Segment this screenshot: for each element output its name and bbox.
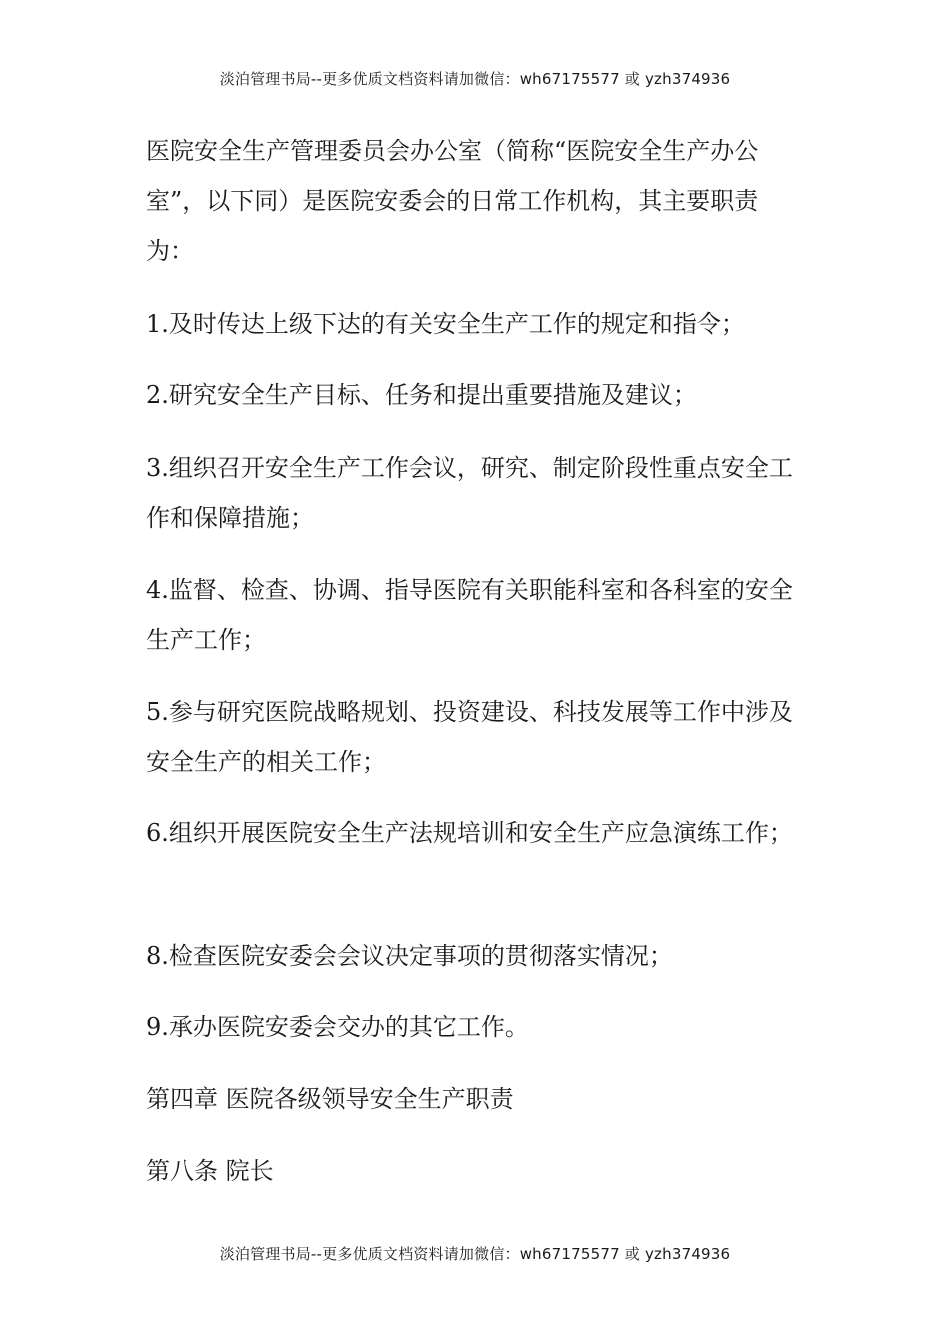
article-heading: 第八条 院长 bbox=[146, 1157, 274, 1185]
paragraph-item-9: 9.承办医院安委会交办的其它工作。 bbox=[146, 1013, 529, 1041]
paragraph-item-5: 5.参与研究医院战略规划、投资建设、科技发展等工作中涉及安全生产的相关工作； bbox=[146, 698, 793, 776]
paragraph-office-intro: 医院安全生产管理委员会办公室（简称“医院安全生产办公室”，以下同）是医院安委会的日常工作机构，其主要职责为： bbox=[146, 137, 759, 265]
paragraph-item-8: 8.检查医院安委会会议决定事项的贯彻落实情况； bbox=[146, 942, 673, 970]
paragraph-item-6: 6.组织开展医院安全生产法规培训和安全生产应急演练工作； bbox=[146, 819, 793, 847]
paragraph-item-1: 1.及时传达上级下达的有关安全生产工作的规定和指令； bbox=[146, 310, 745, 338]
paragraph-item-2: 2.研究安全生产目标、任务和提出重要措施及建议； bbox=[146, 381, 697, 409]
chapter-heading: 第四章 医院各级领导安全生产职责 bbox=[146, 1085, 514, 1113]
paragraph-item-4: 4.监督、检查、协调、指导医院有关职能科室和各科室的安全生产工作； bbox=[146, 576, 793, 654]
page-footer: 淡泊管理书局--更多优质文档资料请加微信：wh67175577 或 yzh374936 bbox=[219, 1245, 731, 1263]
paragraph-item-3: 3.组织召开安全生产工作会议，研究、制定阶段性重点安全工作和保障措施； bbox=[146, 454, 793, 532]
page-header: 淡泊管理书局--更多优质文档资料请加微信：wh67175577 或 yzh374936 bbox=[219, 70, 731, 88]
